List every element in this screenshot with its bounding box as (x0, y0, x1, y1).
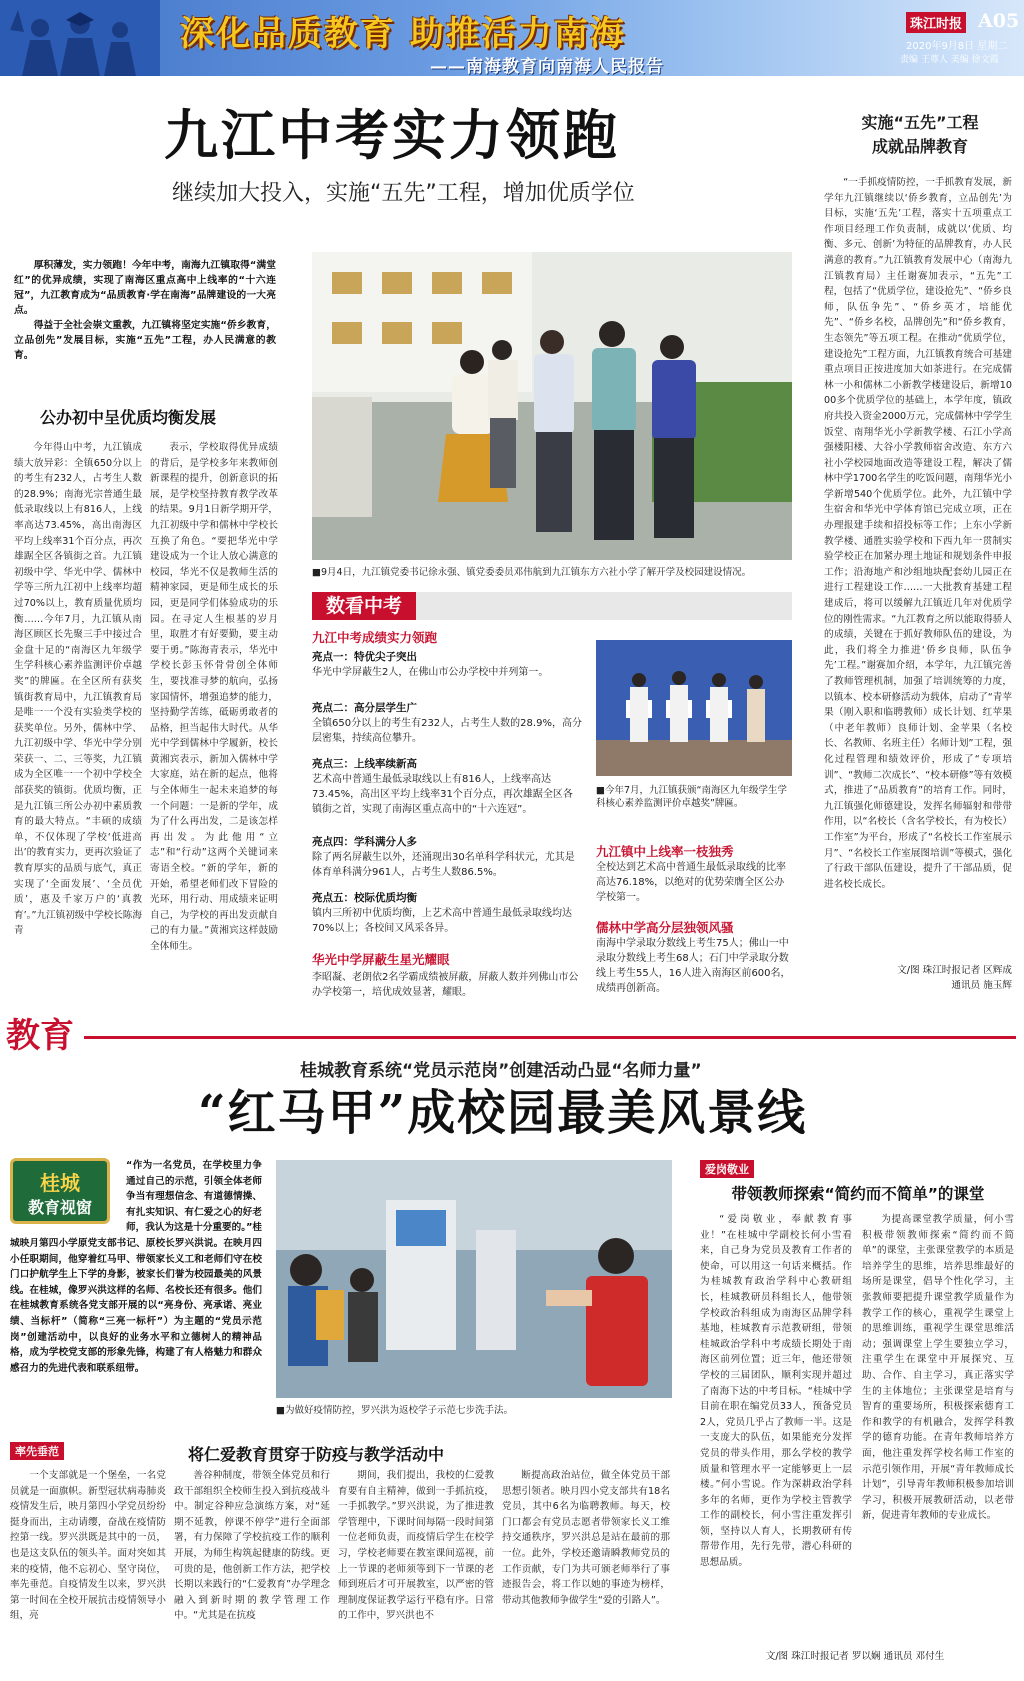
page-banner (0, 0, 1024, 76)
lead-intro (14, 258, 276, 368)
edu-title: “红马甲”成校园最美风景线 (198, 1085, 808, 1141)
rulin-heading: 儒林中学高分层独领风骚 (596, 920, 734, 935)
highlight-title: 亮点五：校际优质均衡 (312, 892, 417, 904)
numbers-title: 九江中考成绩实力领跑 (312, 630, 438, 645)
lead-subtitle: 继续加大投入，实施“五先”工程，增加优质学位 (172, 181, 635, 206)
highlight-desc: 镇内三所初中优质均衡，上艺术高中普通生最低录取线均达70%以上；各校间又风采各异。 (312, 908, 572, 934)
highlight-desc: 华光中学屏蔽生2人，在佛山市公办学校中并列第一。 (312, 667, 549, 678)
highlight-title: 亮点二：高分层学生广 (312, 702, 417, 714)
banner-subtitle: ——南海教育向南海人民报告 (430, 57, 664, 76)
highlight-list (312, 650, 582, 947)
uprate-heading: 九江镇中上线率一枝独秀 (596, 844, 734, 859)
edu-col-1 (10, 1468, 166, 1674)
highlight-item (312, 757, 582, 835)
section-heading-renai: 将仁爱教育贯穿于防疫与教学活动中 (188, 1445, 445, 1464)
highlight-item (312, 891, 582, 947)
highlight-desc: 全镇650分以上的考生有232人，占考生人数的28.9%，高分层密集，持续高位攀升。 (312, 718, 582, 744)
section-label-education: 教育 (6, 1016, 74, 1056)
edu-col-2-text: 善谷种制度，带领全体党员和行政干部组织全校师生投入到抗疫战斗中。制定谷种应急演练方案，对“延期不延教，停课不停学”进行全面部署，有力保障了学校抗疫工作的顺利开展，为师生构筑起健康的防线。更可贵的是，他创新工作方法，把学校长期以来践行的“仁爱教育”办学理念融入到新时期的教学管理工作中。“尤其是在抗疫 (174, 1470, 330, 1622)
highlight-item (312, 835, 582, 891)
issue-date: 2020年9月8日 星期二 (906, 41, 1008, 52)
tag-lead-by-example: 率先垂范 (10, 1442, 64, 1460)
right-title-1: 实施“五先”工程 (861, 113, 979, 132)
graduates-silhouette-icon (0, 0, 160, 76)
handwash-demo-photo-icon (276, 1160, 672, 1398)
huaguang-heading: 华光中学屏蔽生星光耀眼 (312, 952, 450, 967)
edu-col-1-text: 一个支部就是一个堡垒，一名党员就是一面旗帜。新型冠状病毒肺炎疫情发生后，映月第四小学党员纷纷挺身而出，主动请缨，奋战在疫情防控第一线。罗兴洪既是其中的一员，也是这支队伍的领头羊。面对突如其来的疫情，他不忘初心、坚守岗位，率先垂范。自疫情发生以来，罗兴洪第一时间在全校开展抗击疫情领导小组，亮 (10, 1470, 166, 1622)
logo-float-spacer (10, 1158, 126, 1230)
edu-intro (10, 1158, 262, 1428)
lead-intro-p2: 得益于全社会崇文重教，九江镇将坚定实施“侨乡教育，立品创先”发展目标，实施“五先”工程，办人民满意的教育。 (14, 320, 276, 361)
lead-column-1 (14, 440, 142, 995)
edu-right-col-1 (700, 1212, 852, 1640)
edu-byline: 文/图 珠江时报记者 罗以娴 通讯员 邓付生 (765, 1651, 945, 1662)
tag-dedication: 爱岗敬业 (700, 1160, 754, 1178)
right-title-2: 成就品牌教育 (871, 137, 968, 156)
edu-right-col-2-text: 为提高课堂教学质量，何小雪积极带领教师探索“简约而不简单”的课堂，主张课堂教学的本质是培养学生的思维，培养思维最好的场所是课堂，倡导个性化学习，主张教师要把提升课堂教学质量作为教学工作的核心，重视学生课堂上的思维训练，重视学生课堂思维活动；强调课堂上学生要独立学习，注重学生在课堂中开展探究、互助、合作、自主学习，真正落实学生的主体地位；主张课堂是培育与智育的重要场所，积极探索德育工作和教学的有机融合，发挥学科教学的德育功能。在青年教师培养方面，他注重发挥学校名师工作室的示范引领作用，开展“青年教师成长计划”，引导青年教师积极参加培训学习，积极开展教研活动，以老带新，促进青年教师的专业成长。 (862, 1214, 1014, 1522)
column-logo-line1: 桂城 (40, 1171, 80, 1195)
paper-name: 珠江时报 (906, 12, 966, 33)
right-byline: 文/图 珠江时报记者 区辉成 (897, 965, 1012, 976)
highlight-title: 亮点四：学科满分人多 (312, 836, 417, 848)
edu-col-4 (502, 1468, 670, 1674)
campus-visit-photo-icon (312, 252, 792, 560)
lead-column-2 (150, 440, 278, 995)
lead-title: 九江中考实力领跑 (164, 103, 620, 167)
award-photo (596, 640, 792, 776)
edu-col-3-text: 期间，我们提出，我校的仁爱教育要有自主精神，做到一手抓抗疫，一手抓教学。”罗兴洪说，为了推进教学管理中，下课时间每隔一段时间第一位老师负责，而疫情后学生在校学习，学校老师要在教室课间巡视，前上一节课的老师须等到下一节课的老师到班后才可开展教室，以严密的管理制度保证教学运行平稳有序。日常的工作中，罗兴洪也不 (338, 1470, 494, 1622)
column-logo-line2: 教育视窗 (27, 1198, 92, 1217)
edu-col-2 (174, 1468, 330, 1674)
handwash-photo-caption: ■为做好疫情防控，罗兴洪为返校学子示范七步洗手法。 (276, 1405, 513, 1416)
main-photo-caption: ■9月4日，九江镇党委书记徐永强、镇党委委员邓伟航到九江镇东方六社小学了解开学及校园建设情况。 (312, 567, 752, 578)
lead-intro-p1: 厚积薄发，实力领跑！今年中考，南海九江镇取得“满堂红”的优异成绩，实现了南海区重点高中上线率的“十六连冠”，九江教育成为“品质教育·学在南海”品牌建设的一大亮点。 (14, 260, 276, 316)
lead-column-2-text: 表示，学校取得优异成绩的背后，是学校多年来教师创新课程的提升，创新意识的拓展，是学校坚持教育教学改革的结果。9月1日新学期开学，九江初级中学和儒林中学校长互换了角色。“要把华光中学建设成为一个让人放心满意的校园，华光不仅是教师生活的精神家园，更是师生成长的乐园，更是同学们体验成功的乐园。在寻定人生根基的岁月里，取胜才有好要勤，要主动要于勇。”陈海青表示，华光中学校长彭玉怀骨骨创全体师生，要找准寻梦的航向，弘扬家国情怀，增强追梦的能力，坚持勤学苦练，砥砺勇敢者的品格，担当起伟大时代。从华光中学到儒林中学履新，校长黄湘宾表示，新加入儒林中学大家庭，站在新的起点，他将与全体师生一起未来追梦的每一个问题：一是新的学年，成为了什么再出发，二是该怎样再出发。为此他用“立志”和“行动”这两个关键词来寄语全校。“新的学年，新的开始，希望老师们改下冒险的光环，用行动、用成绩来证明自己，为学校的再出发贡献自己的有力量。”黄湘宾这样鼓励全体师生。 (150, 442, 278, 952)
main-photo-campus-visit (312, 252, 792, 560)
edu-right-col-2 (862, 1212, 1014, 1640)
highlight-title: 亮点一：特优尖子突出 (312, 651, 417, 663)
page-number: A05 (978, 10, 1020, 32)
numbers-header: 数看中考 (312, 592, 416, 620)
lead-column-1-text: 今年得山中考，九江镇成绩大放异彩：全镇650分以上的考生有232人，占考生人数的28.9%；南海光宗普通生最低录取线以上有816人，上线率高达73.45%，高出南海区平均上线率31个百分点，再次雄踞全区各镇街之首。九江镇初级中学、华光中学、儒林中学等三所九江初中上线率均超过70%以上，教育质量优质均衡……今年7月，九江镇从南海区顾区长先聚三手中接过合金盘十足的“南海区九年级学生学科核心素养监测评价卓越奖”的牌匾。在全区所有获奖镇街教育局中，九江镇教育局是唯一一个没有实验类学校的获奖单位。另外，儒林中学、九江初级中学、华光中学分别荣获一、二、三等奖，九江镇成为全区唯一一个初中学校全部获奖的镇街。优质均衡，正是九江镇三所公办初中素质教育的最大特点。“丰硕的成绩单，不仅体现了学校‘低进高出’的教育实力，更再次验证了教育厚实的品质与底气，真正实现了‘全面发展’、‘全员优质’，惠及千家万户的‘真教育’。”九江镇初级中学校长陈海青 (14, 442, 142, 937)
highlight-desc: 除了两名屏蔽生以外，还涌现出30名单科学科状元，尤其是体育单科满分961人，占考生人数86.5%。 (312, 852, 575, 878)
section-heading-classroom: 带领教师探索“简约而不简单”的课堂 (731, 1185, 985, 1203)
right-byline-2: 通讯员 施玉辉 (951, 980, 1012, 991)
highlight-item (312, 650, 582, 701)
editor-credits: 责编 王尊人 美编 徐文霞 (900, 55, 999, 65)
award-ceremony-photo-icon (596, 640, 792, 776)
banner-slogan: 深化品质教育 助推活力南海 (180, 14, 626, 54)
right-column-text: “一手抓疫情防控，一手抓教育发展，新学年九江镇继续以‘侨乡教育，立品创先’为目标，实施‘五先’工程，落实十五项重点工作项目经理工作负责制，成就以‘优质、均衡、多元、创新’为特征的品牌教育，办人民满意的教育。”九江镇教育发展中心（南海九江镇教育局）主任谢赛加表示，“五先”工程，包括了“优质学位，建设抢先”、“侨乡良师，队伍争先”、“侨乡英才，培能优先”、“侨乡名校，品牌创先”和“侨乡教育，生态领先”等五项工程。在推动“优质学位，建设抢先”工程方面，九江镇教育统合可基建重点项目正按进度加大如茶进行。在完成儒林一小和儒林二小新教学楼建设后，新增1000多个优质学位的基础上，本学年度，镇政府共投入资金2000万元，完成儒林中学学生饭堂、南翔华光小学新教学楼、石江小学高强楼阳楼、大谷小学教师宿舍改造、东方六社小学校园地面改造等建设工程，解决了儒林中学1700名学生的吃饭问题，南翔华光小学新增540个优质学位。此外，九江镇中学生宿舍和华光中学体育馆已完成立项，正在办理报建手续和招投标等工作；上东小学新教学楼、通胜实验学校和下西九年一贯制实验学校正在加紧办理土地证和规划条件申报工作；沿海地产和沙组地块配套幼儿园正在进行工程建设工作……一大批教育基建工程建成后，将可以缓解九江镇近几年对优质学位的刚性需求。“九江教育之所以能取得骄人的成绩，关键在于抓好教师队伍的建设，为此，我们将全力推进‘侨乡良师，队伍争先’工程。”谢赛加介绍，本学年，九江镇完善了教师管理机制，加强了培训统筹的力度，以镇本、校本研修活动为载体，启动了“青苹果（刚入职和临聘教师）成长计划、红苹果（中老年教师）良师计划、金苹果（名校长、名教师、名班主任）名师计划”工程，强化过程管理和绩效评价，形成了“专项培训”、“教师二次成长”、“校本研修”等有效模式，推进了“品质教育”的培育工作。同时，九江镇强化师德建设，发挥名师辐射和带带作用，以“名校长（含名学校长，有为校长）工作室”为平台，形成了“名校长工作室展示月”、“名校长工作室展图培训”等模式，强化了行政干部队伍建设，提升了干部品质，促进名校长成长。 (824, 177, 1012, 890)
edu-col-4-text: 断提高政治站位，做全体党员干部思想引领者。映月四小党支部共有18名党员，其中6名为临聘教师。每天，校门口都会有党员志愿者带领家长义工维持交通秩序，罗兴洪总是站在最前的那一位。此外，学校还邀请瞬教师党员的工作贡献，专门为共可颁老师举行了事迹报告会，将工作以她的事迹为榜样，带动其他教师争做学生“爱的引路人”。 (502, 1470, 670, 1606)
edu-kicker: 桂城教育系统“党员示范岗”创建活动凸显“名师力量” (300, 1061, 702, 1081)
highlight-desc: 艺术高中普通生最低录取线以上有816人，上线率高达73.45%，高出区平均上线率31个百分点，再次雄踞全区各镇街之首，实现了南海区重点高中的“十六连冠”。 (312, 774, 573, 815)
highlight-title: 亮点三：上线率续新高 (312, 758, 417, 770)
edu-col-3 (338, 1468, 494, 1674)
right-column (824, 175, 1012, 955)
highlight-item (312, 701, 582, 757)
huaguang-text: 李昭凝、老朗依2名学霸成绩被屏蔽，屏蔽人数并列佛山市公办学校第一，培优成效显著，耀眼。 (312, 972, 579, 998)
award-photo-caption: ■今年7月，九江镇获颁“南海区九年级学生学科核心素养监测评价卓越奖”牌匾。 (596, 785, 787, 809)
edu-right-col-1-text: “爱岗敬业，奉献教育事业！”在桂城中学副校长何小雪看来，自己身为党员及教育工作者的使命，可以用这一句话来概括。作为桂城教育政治学科中心教研组长，桂城教研员科组长人，他带领学校政治科组成为南海区品牌学科基地，桂城教育示范教研组，带领桂城政治学科中考成绩长期处于南海区前列位置；近三年，他还带领学校的三届团队，顺利实现并超过了南海下达的中考目标。“桂城中学目前在职在编党员33人，预备党员2人，党员几乎占了教师一半。这是一支庞大的队伍，如果能充分发挥党员的带头作用，那么学校的教学质量和管理水平一定能够更上一层楼。”何小雪说。作为深耕政治学科多年的名师，更作为学校主管教学工作的副校长，何小雪注重发挥引领，坚持以人育人，长期教研有传帮带作用，先行先带，潜心科研的思想品质。 (700, 1214, 852, 1569)
section-heading-balanced: 公办初中呈优质均衡发展 (40, 408, 217, 427)
section-rule (84, 1036, 1016, 1039)
rulin-text: 南海中学录取分数线上考生75人；佛山一中录取分数线上考生68人；石门中学录取分数线上考生55人，16人进入南海区前600名，成绩再创新高。 (596, 938, 791, 994)
handwash-photo (276, 1160, 672, 1398)
edu-intro-text: “作为一名党员，在学校里力争通过自己的示范，引领全体老师争当有理想信念、有道德情操、有扎实知识、有仁爱之心的好老师，我认为这是十分重要的。”桂城映月第四小学原党支部书记、原校长罗兴洪说。在映月四小任职期间，他穿着红马甲、带领家长义工和老师们守在校门口护航学生上下学的身影，被家长们誉为校园最美的风景线。在桂城，像罗兴洪这样的名师、名校长还有很多。他们在桂城教育系统各党支部开展的以“亮身份、亮承诺、亮业绩、当标杆”（简称“三亮一标杆”）为主题的“党员示范岗”创建活动中，以良好的业务水平和立德树人的精神品格，成为学校党支部的形象先锋，构建了有人格魅力和群众感召力的先进代表和联系纽带。 (10, 1160, 262, 1374)
uprate-text: 全校达到艺术高中普通生最低录取线的比率高达76.18%，以绝对的优势荣膺全区公办学校第一。 (596, 862, 786, 903)
